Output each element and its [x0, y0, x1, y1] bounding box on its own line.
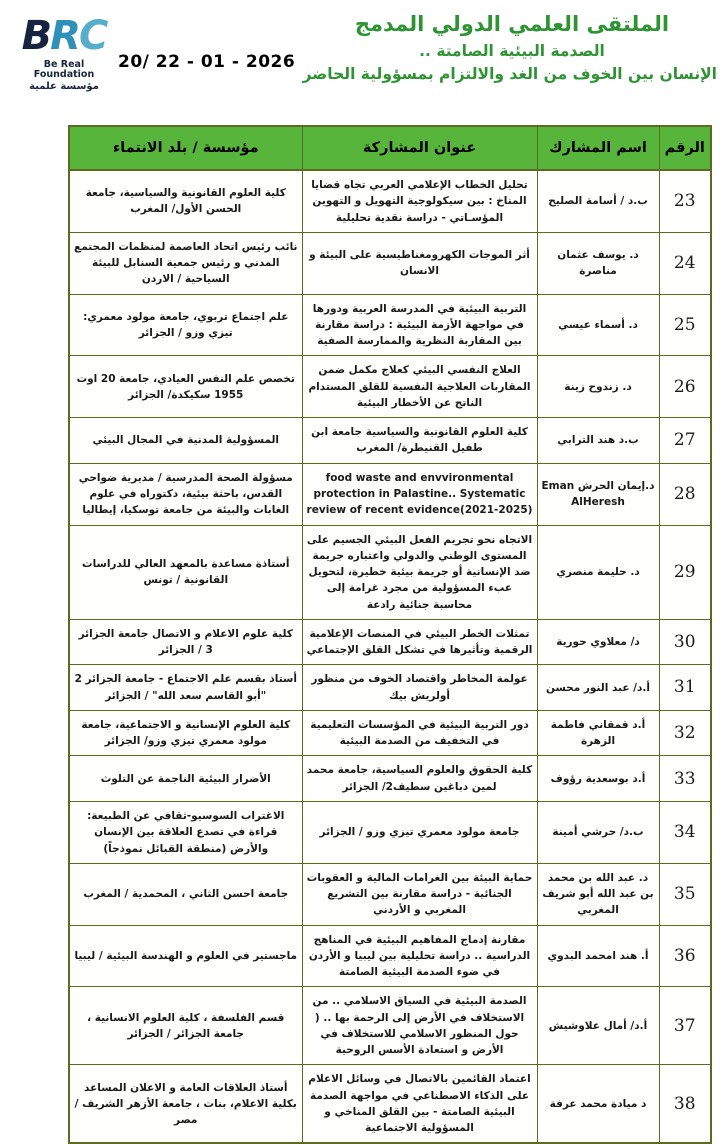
participation-title: الاتجاه نحو تجريم الفعل البيئي الجسيم على المستوى الوطني والدولي واعتباره جريمة ضد الإنسانية أو جريمة بيئية خطيرة، لتحويل عبء المسؤولية من مجرد غرامة إلى محاسبة جنائية رادعة — [302, 525, 537, 619]
participant-number: 36 — [659, 925, 711, 987]
participant-affiliation: الأضرار البيئية الناجمة عن التلوث — [69, 756, 302, 802]
document-header — [0, 0, 723, 122]
subtitle-tagline: الإنسان بين الخوف من الغد والالتزام بمسؤولية الحاضر — [302, 64, 717, 83]
participant-number: 34 — [659, 801, 711, 863]
participant-name: أ.د/ أمال علاوشيش — [537, 987, 659, 1065]
logo-letter-r: R — [50, 13, 79, 59]
participant-name: ب.د / أسامة الصليح — [537, 170, 659, 232]
participation-title: كلية العلوم القانونية والسياسية جامعة ابن طفيل القنيطرة/ المغرب — [302, 418, 537, 464]
participant-name: د. أسماء عيسي — [537, 294, 659, 356]
participation-title: تمثلات الخطر البيئي في المنصات الإعلامية الرقمية وتأثيرها في تشكل القلق الإجتماعي — [302, 619, 537, 665]
logo-letter-b: B — [21, 13, 51, 59]
participant-name: د. عبد الله بن محمد بن عبد الله أبو شريف المغربي — [537, 863, 659, 925]
participation-title: الصدمة البيئية في السياق الاسلامي .. من الاستخلاف في الأرض إلى الرحمة بها .. ( حول المنظور الاسلامي للاستخلاف في الأرض و استعادة الأسس الروحية — [302, 987, 537, 1065]
participant-affiliation: نائب رئيس اتحاد العاصمة لمنظمات المجتمع المدني و رئيس جمعية السنابل للبيئة السياحية / الاردن — [69, 232, 302, 294]
table-row — [69, 294, 711, 356]
table-row — [69, 232, 711, 294]
participant-name: د. زندوح زينة — [537, 356, 659, 418]
logo-letter-c: C — [78, 13, 107, 59]
participant-number: 38 — [659, 1065, 711, 1144]
participant-name: أ.د قمقاني فاطمة الزهرة — [537, 710, 659, 756]
participant-affiliation: جامعة احسن الثاني ، المحمدية / المغرب — [69, 863, 302, 925]
participant-number: 29 — [659, 525, 711, 619]
table-header-row — [69, 126, 711, 170]
table-row — [69, 987, 711, 1065]
participation-title: تحليل الخطاب الإعلامي العربي تجاه قضايا المناخ : بين سيكولوجية التهويل و التهوين المؤسـاتي - دراسة نقدية تحليلية — [302, 170, 537, 232]
logo-tagline: مؤسسة علمية — [29, 81, 99, 92]
participant-affiliation: أستاذ العلاقات العامة و الاعلان المساعد بكلية الاعلام، بنات ، جامعة الأزهر الشريف / مصر — [69, 1065, 302, 1144]
subtitle-theme: الصدمة البيئية الصامتة .. — [419, 42, 605, 61]
participants-tbody — [69, 170, 711, 1143]
participant-number: 33 — [659, 756, 711, 802]
col-header-affiliation: مؤسسة / بلد الانتماء — [69, 126, 302, 170]
participation-title: عولمة المخاطر واقتصاد الخوف من منظور أولريش بيك — [302, 665, 537, 711]
participant-affiliation: المسؤولية المدنية في المجال البيئي — [69, 418, 302, 464]
participation-title: التربية البيئية في المدرسة العربية ودورها في مواجهة الأزمة البيئية : دراسة مقارنة بين المقاربة النظرية والممارسة الصفية — [302, 294, 537, 356]
col-header-name: اسم المشارك — [537, 126, 659, 170]
participant-affiliation: تخصص علم النفس العيادي، جامعة 20 اوت 1955 سكيكدة/ الجزائر — [69, 356, 302, 418]
participant-number: 28 — [659, 463, 711, 525]
table-row — [69, 925, 711, 987]
participation-title: أثر الموجات الكهرومغناطيسية على البيئة و الانسان — [302, 232, 537, 294]
table-row — [69, 463, 711, 525]
participant-affiliation: علم اجتماع تربوي، جامعة مولود معمري: تيزي وزو / الجزائر — [69, 294, 302, 356]
table-row — [69, 170, 711, 232]
participant-name: ب.د/ حرشي أمينة — [537, 801, 659, 863]
table-row — [69, 356, 711, 418]
participant-affiliation: ماجستير في العلوم و الهندسة البيئية / ليبيا — [69, 925, 302, 987]
participant-name: د ميادة محمد عرفة — [537, 1065, 659, 1144]
participation-title: كلية الحقوق والعلوم السياسية، جامعة محمد لمين دباغين سطيف2/ الجزائر — [302, 756, 537, 802]
brc-logo — [14, 13, 114, 92]
participant-name: أ.د بوسعدية رؤوف — [537, 756, 659, 802]
table-row — [69, 418, 711, 464]
participant-name: د.إيمان الحرش Eman AlHeresh — [537, 463, 659, 525]
table-row — [69, 619, 711, 665]
participant-name: د. يوسف عثمان مناصرة — [537, 232, 659, 294]
table-row — [69, 756, 711, 802]
participation-title: دور التربية البيئية في المؤسسات التعليمية في التخفيف من الصدمة البيئية — [302, 710, 537, 756]
participant-number: 30 — [659, 619, 711, 665]
participation-title: العلاج النفسي البيئي كعلاج مكمل ضمن المقاربات العلاجية النفسية للقلق المستدام الناتج عن الأخطار البيئية — [302, 356, 537, 418]
table-row — [69, 525, 711, 619]
logo-foundation-name: Be Real Foundation — [33, 59, 95, 80]
table-row — [69, 710, 711, 756]
participation-title: food waste and envvironmental protection in Palastine.. Systematic review of recent evidence(2021-2025) — [302, 463, 537, 525]
participation-title: اعتماد القائمين بالاتصال في وسائل الاعلام على الذكاء الاصطناعي في مواجهة الصدمة البيئية الصامتة - بين القلق المناخي و المسؤولية الاجتماعية — [302, 1065, 537, 1144]
participant-affiliation: قسم الفلسفة ، كلية العلوم الانسانية ، جامعة الجزائر / الجزائر — [69, 987, 302, 1065]
event-date: 20/ 22 - 01 - 2026 — [118, 52, 296, 72]
title-block — [302, 10, 717, 85]
participation-title: جامعة مولود معمري تيزي وزو / الجزائر — [302, 801, 537, 863]
col-header-number: الرقم — [659, 126, 711, 170]
brc-logo-acronym — [22, 13, 107, 59]
participant-affiliation: الاغتراب السوسيو-ثقافي عن الطبيعة: قراءة في تصدع العلاقة بين الإنسان والأرض (منطقة القبائل نموذجاً) — [69, 801, 302, 863]
participants-table — [68, 125, 712, 1144]
participant-number: 37 — [659, 987, 711, 1065]
table-row — [69, 863, 711, 925]
table-row — [69, 1065, 711, 1144]
table-row — [69, 665, 711, 711]
col-header-title: عنوان المشاركة — [302, 126, 537, 170]
participant-name: أ. هند امحمد البدوي — [537, 925, 659, 987]
participant-affiliation: مسؤولة الصحة المدرسية / مديرية ضواحي القدس، باحثة بيئية، دكتوراه في علوم الغابات والبيئة من جامعة توسكيا، إيطاليا — [69, 463, 302, 525]
participant-number: 35 — [659, 863, 711, 925]
participant-name: ب.د هند الترابي — [537, 418, 659, 464]
participant-number: 25 — [659, 294, 711, 356]
participant-number: 27 — [659, 418, 711, 464]
participant-number: 24 — [659, 232, 711, 294]
page-title: الملتقى العلمي الدولي المدمج — [354, 12, 670, 36]
participant-number: 31 — [659, 665, 711, 711]
participant-number: 32 — [659, 710, 711, 756]
table-row — [69, 801, 711, 863]
participant-name: د/ معلاوي حورية — [537, 619, 659, 665]
participation-title: حماية البيئة بين الغرامات المالية و العقوبات الجنائية - دراسة مقارنة بين التشريع المغربي و الأردني — [302, 863, 537, 925]
participation-title: مقارنة إدماج المفاهيم البيئية في المناهج الدراسية .. دراسة تحليلية بين ليبيا و الأردن في ضوء الصدمة البيئية الصامتة — [302, 925, 537, 987]
participant-affiliation: كلية العلوم الإنسانية و الاجتماعية، جامعة مولود معمري تيزي وزو/ الجزائر — [69, 710, 302, 756]
participant-name: أ.د/ عبد النور محسن — [537, 665, 659, 711]
participant-affiliation: أستاذ بقسم علم الاجتماع - جامعة الجزائر 2 "أبو القاسم سعد الله" / الجزائر — [69, 665, 302, 711]
participant-number: 26 — [659, 356, 711, 418]
participant-affiliation: أستاذة مساعدة بالمعهد العالي للدراسات القانونية / تونس — [69, 525, 302, 619]
participant-number: 23 — [659, 170, 711, 232]
participant-affiliation: كلية علوم الاعلام و الاتصال جامعة الجزائر 3 / الجزائر — [69, 619, 302, 665]
participant-name: د. حليمة منصري — [537, 525, 659, 619]
participant-affiliation: كلية العلوم القانونية والسياسية، جامعة الحسن الأول/ المغرب — [69, 170, 302, 232]
